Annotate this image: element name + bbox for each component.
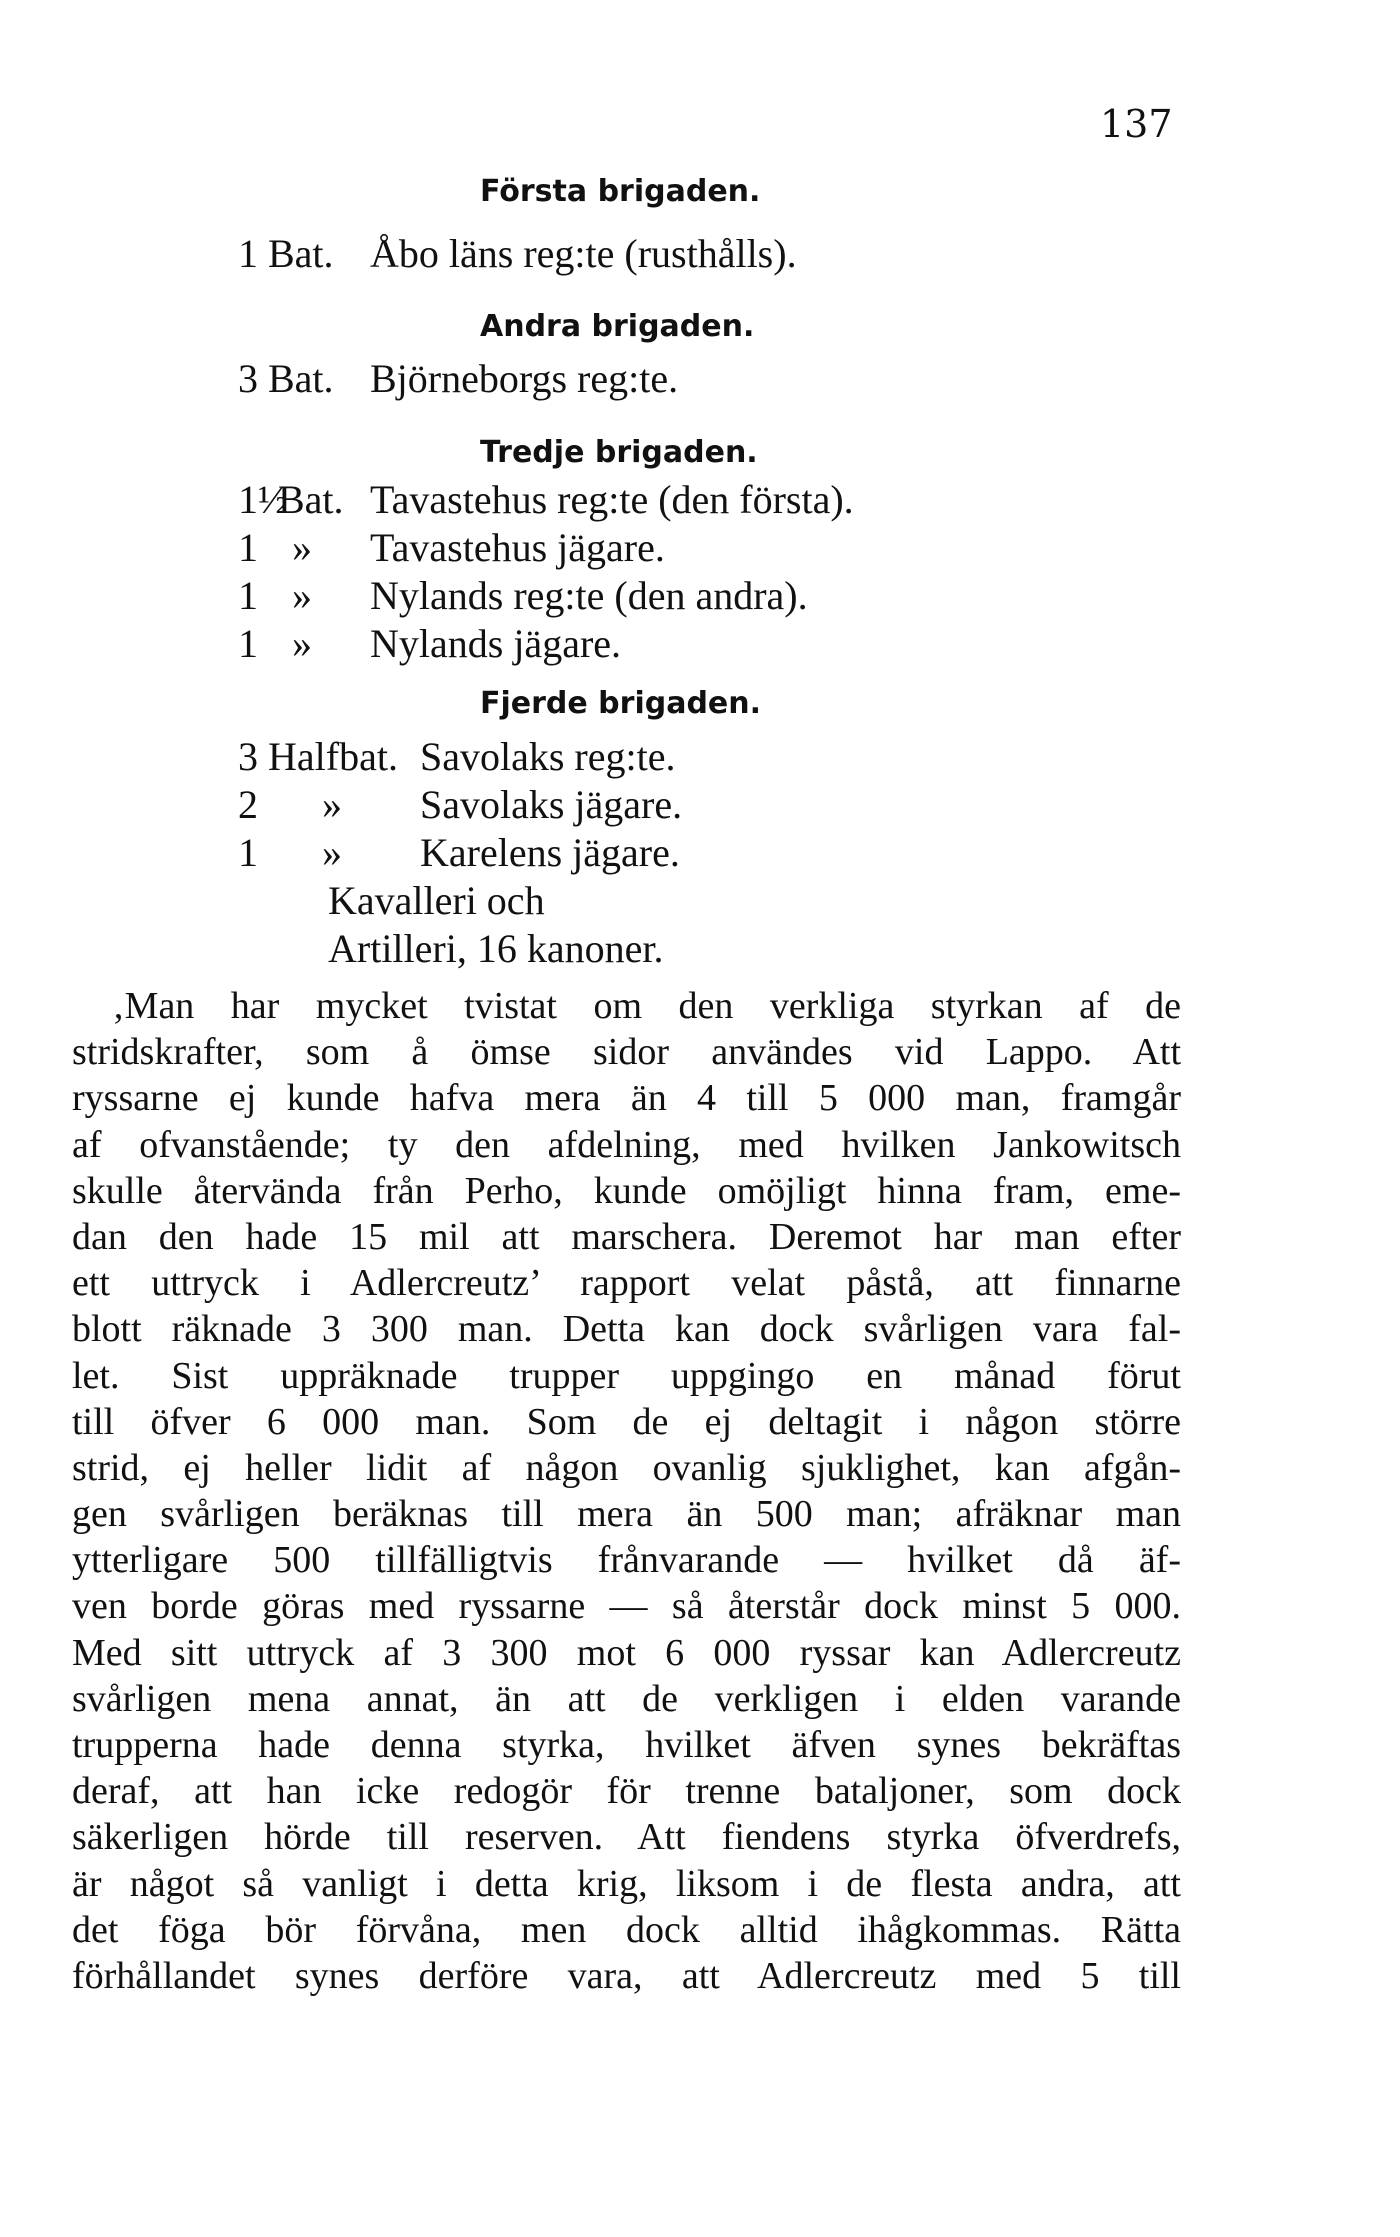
paragraph-line: gen svårligen beräknas till mera än 500 man; afräknar man	[72, 1493, 1181, 1536]
entry-name: Tavastehus reg:te (den första).	[370, 477, 854, 522]
entry-unit: Halfbat.	[268, 734, 398, 779]
entry-count: 3	[238, 356, 258, 401]
paragraph-line: ryssarne ej kunde hafva mera än 4 till 5 000 man, framgår	[72, 1077, 1181, 1120]
entry-name: Karelens jägare.	[420, 830, 680, 875]
paragraph-line: till öfver 6 000 man. Som de ej deltagit i någon större	[72, 1400, 1181, 1443]
paragraph-line: let. Sist uppräknade trupper uppgingo en månad förut	[72, 1354, 1181, 1397]
entry-count: 1	[238, 525, 258, 570]
entry-name: Nylands jägare.	[370, 621, 622, 666]
section-heading-forsta: Första brigaden.	[480, 174, 761, 209]
paragraph-line: svårligen mena annat, än att de verkligen i elden varande	[72, 1677, 1181, 1720]
entry-unit: Bat.	[278, 477, 344, 522]
entry-unit: »	[292, 621, 312, 666]
section-heading-andra: Andra brigaden.	[480, 309, 755, 344]
paragraph-line: dan den hade 15 mil att marschera. Deremot har man efter	[72, 1215, 1181, 1258]
entry-unit: »	[322, 830, 342, 875]
entry-count: 1½	[238, 477, 288, 522]
paragraph-line: ‚Man har mycket tvistat om den verkliga styrkan af de	[112, 985, 1181, 1027]
entry-unit: »	[322, 782, 342, 827]
paragraph-line: ett uttryck i Adlercreutz’ rapport velat påstå, att finnarne	[72, 1262, 1181, 1305]
entry-unit: Bat.	[268, 231, 334, 276]
body-paragraph	[72, 983, 1181, 1999]
page-number: 137	[1100, 102, 1173, 146]
paragraph-line: blott räknade 3 300 man. Detta kan dock svårligen vara fal-	[72, 1308, 1181, 1351]
paragraph-line: säkerligen hörde till reserven. Att fiendens styrka öfverdrefs,	[72, 1816, 1181, 1859]
paragraph-line: deraf, att han icke redogör för trenne bataljoner, som dock	[72, 1770, 1181, 1813]
paragraph-line: trupperna hade denna styrka, hvilket äfven synes bekräftas	[72, 1724, 1181, 1766]
entry-unit: »	[292, 525, 312, 570]
paragraph-line: af ofvanstående; ty den afdelning, med hvilken Jankowitsch	[72, 1123, 1181, 1166]
entry-unit: »	[292, 573, 312, 618]
entry-name: Åbo läns reg:te (rusthålls).	[370, 231, 797, 276]
cavalry-line: Kavalleri och	[328, 878, 545, 923]
section-heading-tredje: Tredje brigaden.	[480, 435, 758, 470]
paragraph-line: ytterligare 500 tillfälligtvis frånvarande — hvilket då äf-	[72, 1539, 1181, 1582]
paragraph-line: det föga bör förvåna, men dock alltid ihågkommas. Rätta	[72, 1908, 1181, 1951]
entry-count: 2	[238, 782, 258, 827]
entry-count: 1	[238, 830, 258, 875]
entry-name: Savolaks reg:te.	[420, 734, 676, 779]
entry-name: Nylands reg:te (den andra).	[370, 573, 808, 618]
paragraph-line: är något så vanligt i detta krig, liksom i de flesta andra, att	[72, 1862, 1181, 1905]
entry-count: 1	[238, 621, 258, 666]
entry-count: 1	[238, 231, 258, 276]
paragraph-line: stridskrafter, som å ömse sidor användes vid Lappo. Att	[72, 1031, 1181, 1074]
paragraph-line: ven borde göras med ryssarne — så återstår dock minst 5 000.	[72, 1585, 1181, 1628]
paragraph-line: förhållandet synes derföre vara, att Adlercreutz med 5 till	[72, 1954, 1181, 1997]
paragraph-line: Med sitt uttryck af 3 300 mot 6 000 ryssar kan Adlercreutz	[72, 1631, 1181, 1674]
paragraph-line: strid, ej heller lidit af någon ovanlig sjuklighet, kan afgån-	[72, 1446, 1181, 1489]
entry-name: Tavastehus jägare.	[370, 525, 665, 570]
entry-count: 1	[238, 573, 258, 618]
entry-count: 3	[238, 734, 258, 779]
entry-name: Björneborgs reg:te.	[370, 356, 679, 401]
section-heading-fjerde: Fjerde brigaden.	[480, 686, 762, 721]
artillery-line: Artilleri, 16 kanoner.	[328, 926, 664, 971]
entry-name: Savolaks jägare.	[420, 782, 683, 827]
paragraph-line: skulle återvända från Perho, kunde omöjligt hinna fram, eme-	[72, 1169, 1181, 1212]
entry-unit: Bat.	[268, 356, 334, 401]
